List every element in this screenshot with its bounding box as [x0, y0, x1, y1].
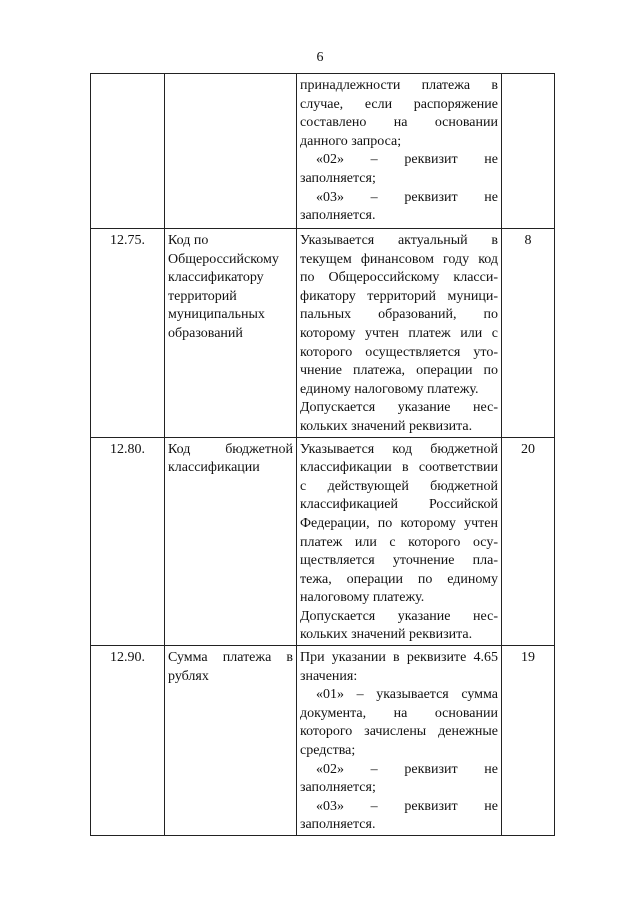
cell-text-line: муниципальных	[168, 307, 265, 323]
row-length-cell	[502, 74, 555, 229]
cell-text-line: классификацией Российской	[300, 497, 498, 513]
cell-text-line: территорий	[168, 288, 237, 304]
cell-text-line: фикатору территорий муници-	[300, 288, 498, 304]
row-description-cell	[297, 437, 502, 646]
cell-text-line: тежа, операции по единому	[300, 571, 498, 587]
cell-text-line: «02» – реквизит не	[316, 152, 498, 168]
cell-text-line: образований	[168, 325, 243, 341]
cell-text-line: рублях	[168, 668, 209, 684]
table-row	[91, 74, 555, 229]
cell-text-line: заполняется;	[300, 170, 376, 186]
cell-text-line: единому налоговому платежу.	[300, 381, 479, 397]
requisites-table-body	[91, 74, 555, 836]
cell-text-line: по Общероссийскому класси-	[300, 270, 498, 286]
cell-text-line: Код по	[168, 233, 209, 248]
cell-text-line: «03» – реквизит не	[316, 798, 498, 814]
row-number-cell: 12.75.	[91, 229, 165, 438]
row-name-cell	[165, 74, 297, 229]
row-description-cell	[297, 646, 502, 836]
row-number-cell	[91, 74, 165, 229]
cell-text-line: данного запроса;	[300, 133, 402, 149]
row-number-cell: 12.90.	[91, 646, 165, 836]
cell-text-line: классификации в соответствии	[300, 460, 498, 476]
cell-text-line: документа, на основании	[300, 705, 498, 721]
cell-text-line: классификации	[168, 460, 260, 476]
table-row	[91, 437, 555, 646]
cell-text-line: Допускается указание нес-	[300, 608, 498, 624]
cell-text-line: «01» – указывается сумма	[316, 687, 498, 703]
cell-text-line: значения:	[300, 668, 358, 684]
cell-text-line: кольких значений реквизита.	[300, 627, 473, 643]
cell-text-line: заполняется.	[300, 208, 376, 224]
cell-text-line: Указывается код бюджетной	[300, 441, 498, 457]
cell-text-line: классификатору	[168, 270, 264, 286]
cell-text-line: ществляется уточнение пла-	[300, 553, 498, 569]
cell-text-line: средства;	[300, 743, 356, 759]
cell-text-line: Допускается указание нес-	[300, 400, 498, 416]
cell-text-line: которого осуществляется уто-	[300, 344, 498, 360]
cell-text-line: которого зачислены денежные	[300, 724, 498, 740]
cell-text-line: с действующей бюджетной	[300, 478, 498, 494]
cell-text-line: кольких значений реквизита.	[300, 418, 473, 434]
cell-text-line: текущем финансовом году код	[300, 251, 498, 267]
cell-text-line: заполняется;	[300, 780, 376, 796]
cell-text-line: пальных образований, по	[300, 307, 498, 323]
cell-text-line: платеж или с которого осу-	[300, 534, 498, 550]
cell-text-line: которому учтен платеж или с	[300, 325, 498, 341]
cell-text-line: налоговому платежу.	[300, 590, 425, 606]
cell-text-line: случае, если распоряжение	[300, 96, 498, 112]
cell-text-line: принадлежности платежа в	[300, 78, 498, 93]
cell-text-line: «03» – реквизит не	[316, 189, 498, 205]
row-length-cell: 19	[502, 646, 555, 836]
requisites-table	[90, 73, 555, 836]
row-name-cell	[165, 646, 297, 836]
row-description-cell	[297, 229, 502, 438]
row-number-cell: 12.80.	[91, 437, 165, 646]
row-description-cell	[297, 74, 502, 229]
cell-text-line: При указании в реквизите 4.65	[300, 650, 498, 666]
table-row	[91, 646, 555, 836]
cell-text-line: Общероссийскому	[168, 251, 279, 267]
cell-text-line: Сумма платежа в	[168, 650, 293, 666]
cell-text-line: составлено на основании	[300, 115, 498, 131]
page-number: 6	[316, 50, 324, 65]
row-length-cell: 8	[502, 229, 555, 438]
cell-text-line: «02» – реквизит не	[316, 761, 498, 777]
row-name-cell	[165, 437, 297, 646]
cell-text-line: Код бюджетной	[168, 441, 293, 457]
cell-text-line: чнение платежа, операции по	[300, 363, 498, 379]
row-length-cell: 20	[502, 437, 555, 646]
cell-text-line: Указывается актуальный в	[300, 233, 498, 248]
table-row	[91, 229, 555, 438]
row-name-cell	[165, 229, 297, 438]
cell-text-line: Федерации, по которому учтен	[300, 515, 498, 531]
cell-text-line: заполняется.	[300, 817, 376, 833]
